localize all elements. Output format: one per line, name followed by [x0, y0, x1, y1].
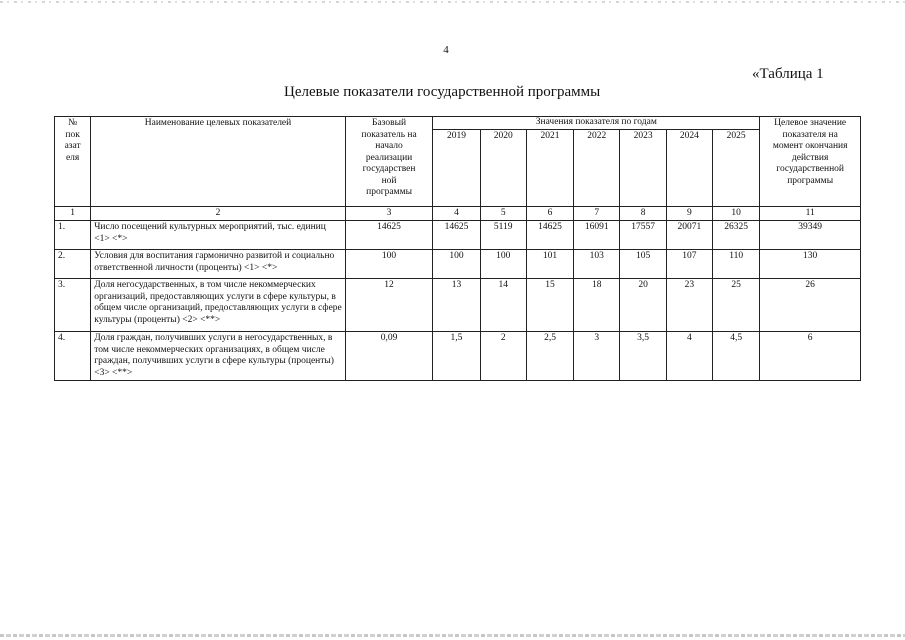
row-value: 103: [574, 250, 620, 279]
header-year: 2021: [526, 129, 573, 206]
row-value: 2,5: [526, 332, 573, 381]
header-name: Наименование целевых показателей: [91, 117, 346, 207]
row-value: 110: [713, 250, 760, 279]
row-base: 14625: [345, 221, 433, 250]
row-name: Доля негосударственных, в том числе некоммерческих организаций, предоставляющих услуги в сфере культуры, в общем числе организаций, предоставляющих услуги в сфере культуры (проценты) <2> <**>: [91, 279, 346, 332]
column-number: 2: [91, 206, 346, 221]
row-value: 100: [433, 250, 480, 279]
row-base: 100: [345, 250, 433, 279]
table-row: [55, 250, 861, 279]
row-value: 5119: [480, 221, 526, 250]
row-num: 2.: [55, 250, 91, 279]
row-value: 14625: [433, 221, 480, 250]
table-header-row: [55, 117, 861, 130]
row-value: 14: [480, 279, 526, 332]
column-number: 9: [666, 206, 712, 221]
column-number: 4: [433, 206, 480, 221]
row-value: 105: [620, 250, 666, 279]
row-value: 3,5: [620, 332, 666, 381]
row-base: 12: [345, 279, 433, 332]
header-year: 2024: [666, 129, 712, 206]
row-value: 2: [480, 332, 526, 381]
header-year: 2022: [574, 129, 620, 206]
header-values-by-year: Значения показателя по годам: [433, 117, 760, 130]
row-value: 100: [480, 250, 526, 279]
row-value: 4,5: [713, 332, 760, 381]
column-number: 1: [55, 206, 91, 221]
row-name: Число посещений культурных мероприятий, тыс. единиц <1> <*>: [91, 221, 346, 250]
scan-edge-top: [0, 1, 905, 3]
target-indicators-table: [54, 116, 861, 381]
header-base: Базовый показатель на начало реализации государствен ной программы: [345, 117, 433, 207]
scan-edge-bottom: [0, 634, 905, 637]
row-num: 4.: [55, 332, 91, 381]
row-value: 17557: [620, 221, 666, 250]
row-target: 6: [760, 332, 861, 381]
page-number: 4: [443, 44, 449, 56]
header-year: 2025: [713, 129, 760, 206]
table-label: «Таблица 1: [752, 66, 824, 82]
row-value: 16091: [574, 221, 620, 250]
row-value: 23: [666, 279, 712, 332]
column-number-row: [55, 206, 861, 221]
header-year: 2020: [480, 129, 526, 206]
column-number: 6: [526, 206, 573, 221]
column-number: 11: [760, 206, 861, 221]
row-value: 4: [666, 332, 712, 381]
row-name: Условия для воспитания гармонично развитой и социально ответственной личности (проценты) <1> <*>: [91, 250, 346, 279]
row-name: Доля граждан, получивших услуги в негосударственных, в том числе некоммерческих организациях, в общем числе граждан, получивших услуги в сфере культуры (проценты) <3> <**>: [91, 332, 346, 381]
row-value: 13: [433, 279, 480, 332]
row-base: 0,09: [345, 332, 433, 381]
table-row: [55, 332, 861, 381]
row-value: 20: [620, 279, 666, 332]
row-value: 26325: [713, 221, 760, 250]
row-value: 18: [574, 279, 620, 332]
header-year: 2019: [433, 129, 480, 206]
column-number: 3: [345, 206, 433, 221]
row-value: 1,5: [433, 332, 480, 381]
table-row: [55, 279, 861, 332]
row-target: 26: [760, 279, 861, 332]
row-value: 3: [574, 332, 620, 381]
row-target: 130: [760, 250, 861, 279]
column-number: 5: [480, 206, 526, 221]
row-value: 15: [526, 279, 573, 332]
column-number: 7: [574, 206, 620, 221]
row-value: 20071: [666, 221, 712, 250]
row-value: 101: [526, 250, 573, 279]
header-num: № пок азат еля: [55, 117, 91, 207]
row-value: 107: [666, 250, 712, 279]
header-target: Целевое значение показателя на момент окончания действия государственной программы: [760, 117, 861, 207]
row-num: 3.: [55, 279, 91, 332]
header-year: 2023: [620, 129, 666, 206]
row-value: 14625: [526, 221, 573, 250]
row-num: 1.: [55, 221, 91, 250]
row-value: 25: [713, 279, 760, 332]
column-number: 8: [620, 206, 666, 221]
document-title: Целевые показатели государственной программы: [284, 84, 601, 100]
column-number: 10: [713, 206, 760, 221]
table-row: [55, 221, 861, 250]
row-target: 39349: [760, 221, 861, 250]
